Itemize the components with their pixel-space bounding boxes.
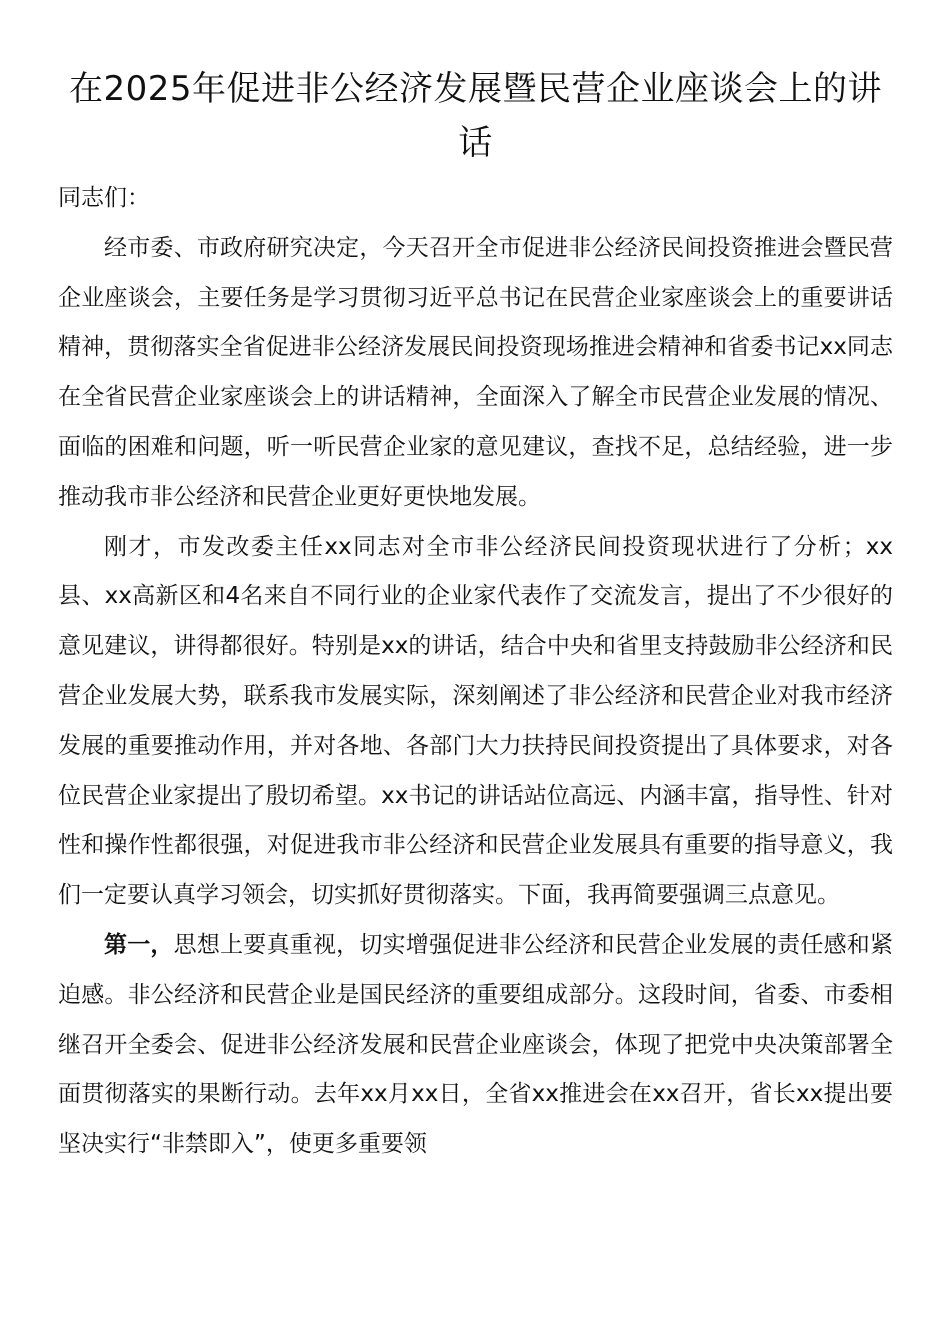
paragraph-2-text: 刚才，市发改委主任xx同志对全市非公经济民间投资现状进行了分析；xx县、xx高新区和4名来自不同行业的企业家代表作了交流发言，提出了不少很好的意见建议，讲得都很好。特别是xx的讲话，结合中央和省里支持鼓励非公经济和民营企业发展大势，联系我市发展实际，深刻阐述了非公经济和民营企业对我市经济发展的重要推动作用，并对各地、各部门大力扶持民间投资提出了具体要求，对各位民营企业家提出了殷切希望。xx书记的讲话站位高远、内涵丰富，指导性、针对性和操作性都很强，对促进我市非公经济和民营企业发展具有重要的指导意义，我们一定要认真学习领会，切实抓好贯彻落实。下面，我再简要强调三点意见。: [58, 533, 893, 909]
paragraph-1-text: 经市委、市政府研究决定，今天召开全市促进非公经济民间投资推进会暨民营企业座谈会，主要任务是学习贯彻习近平总书记在民营企业家座谈会上的重要讲话精神，贯彻落实全省促进非公经济发展民间投资现场推进会精神和省委书记xx同志在全省民营企业家座谈会上的讲话精神，全面深入了解全市民营企业发展的情况、面临的困难和问题，听一听民营企业家的意见建议，查找不足，总结经验，进一步推动我市非公经济和民营企业更好更快地发展。: [58, 234, 893, 510]
document-title: 在2025年促进非公经济发展暨民营企业座谈会上的讲话: [68, 69, 883, 163]
paragraph-3-lead: 第一，: [104, 931, 174, 958]
paragraph-3-text: 思想上要真重视，切实增强促进非公经济和民营企业发展的责任感和紧迫感。非公经济和民营企业是国民经济的重要组成部分。这段时间，省委、市委相继召开全委会、促进非公经济发展和民营企业座谈会，体现了把党中央决策部署全面贯彻落实的果断行动。去年xx月xx日，全省xx推进会在xx召开，省长xx提出要坚决实行“非禁即入”，使更多重要领: [58, 931, 894, 1158]
paragraph-2: [58, 523, 893, 921]
document-page: [58, 62, 893, 1170]
paragraph-1: [58, 224, 893, 523]
salutation: 同志们：: [58, 185, 150, 211]
paragraph-3: [58, 921, 893, 1170]
